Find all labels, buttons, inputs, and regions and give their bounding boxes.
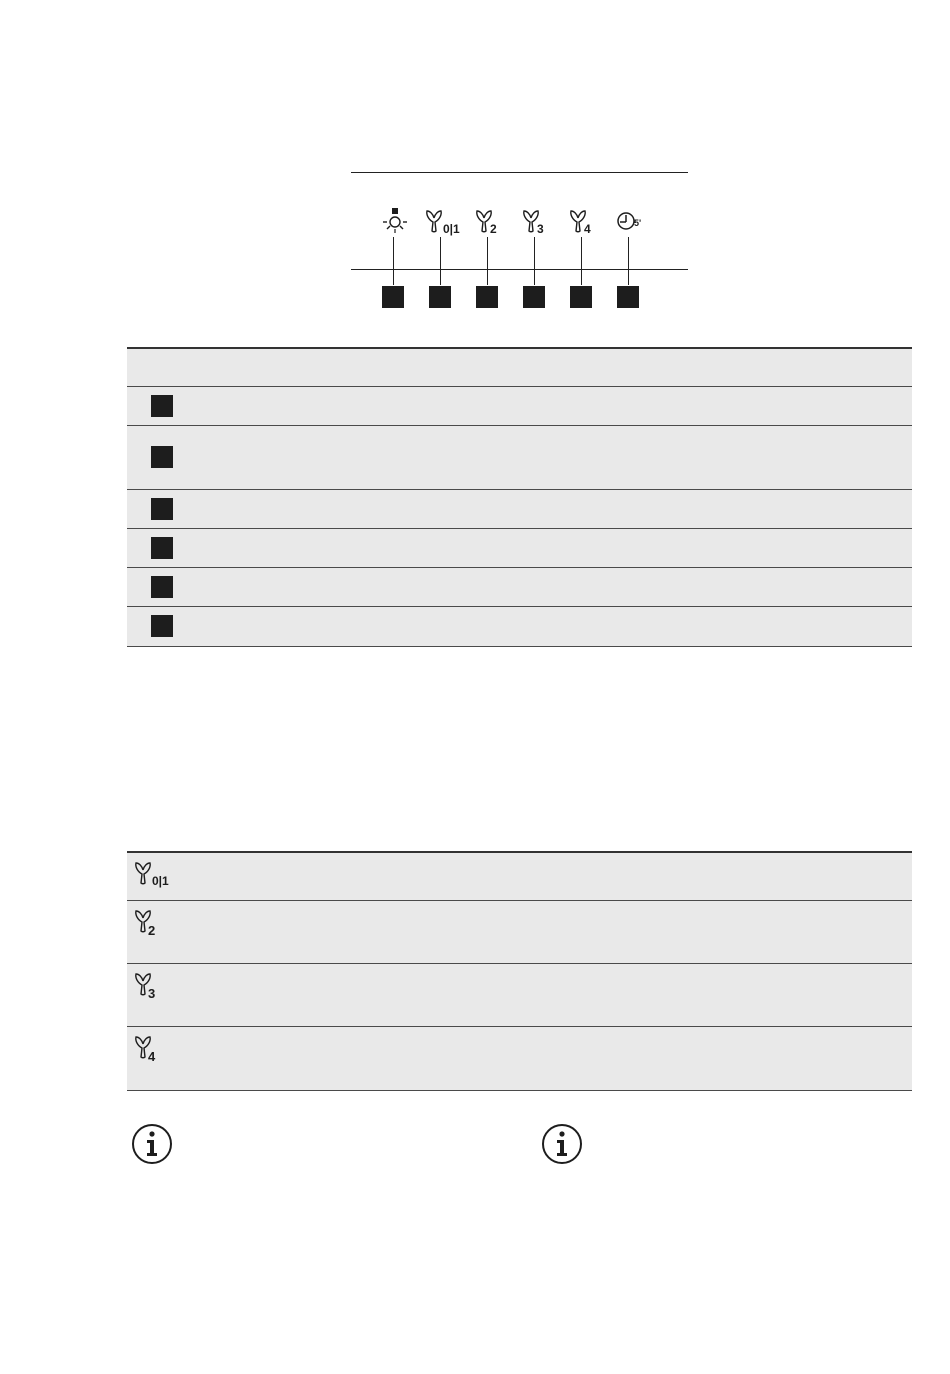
fan-speed-0-1-icon xyxy=(424,209,464,237)
table-row xyxy=(127,529,912,568)
fan-speed-4-icon xyxy=(568,209,602,237)
table-header-row xyxy=(127,347,912,387)
table-row xyxy=(127,426,912,490)
fan-speed-2-icon xyxy=(133,909,173,937)
table-row xyxy=(127,1027,912,1091)
fan-speed-table xyxy=(127,851,912,1091)
fan-speed-label: 0|1 xyxy=(152,874,169,888)
callout-marker xyxy=(151,537,173,559)
fan-speed-label: 2 xyxy=(148,923,156,938)
info-icon xyxy=(541,1123,583,1165)
callout-marker xyxy=(151,498,173,520)
callout-marker xyxy=(617,286,639,308)
fan-speed-3-icon xyxy=(521,209,555,237)
callout-marker xyxy=(570,286,592,308)
pin-4 xyxy=(534,237,535,285)
pin-2 xyxy=(440,237,441,285)
callout-marker xyxy=(429,286,451,308)
pin-3 xyxy=(487,237,488,285)
panel-top-line xyxy=(351,172,688,173)
callout-marker xyxy=(151,395,173,417)
callout-marker xyxy=(476,286,498,308)
pin-5 xyxy=(581,237,582,285)
callout-marker xyxy=(151,446,173,468)
table-row xyxy=(127,851,912,901)
light-icon xyxy=(378,207,412,235)
fan-speed-2-icon xyxy=(474,209,508,237)
fan-speed-label: 4 xyxy=(148,1049,156,1064)
callout-marker xyxy=(382,286,404,308)
callout-marker xyxy=(151,576,173,598)
info-icon xyxy=(131,1123,173,1165)
fan-speed-label: 2 xyxy=(490,222,497,236)
fan-speed-label: 3 xyxy=(537,222,544,236)
table-row xyxy=(127,568,912,607)
callout-marker xyxy=(151,615,173,637)
panel-bottom-line xyxy=(351,269,688,270)
table-row xyxy=(127,490,912,529)
fan-speed-3-icon xyxy=(133,972,173,1000)
table-row xyxy=(127,607,912,647)
callout-marker xyxy=(523,286,545,308)
pin-1 xyxy=(393,237,394,285)
fan-speed-label: 0|1 xyxy=(443,222,460,236)
fan-speed-label: 3 xyxy=(148,986,156,1001)
fan-speed-0-1-icon xyxy=(133,861,173,889)
table-row xyxy=(127,387,912,426)
table-row xyxy=(127,964,912,1027)
table-row xyxy=(127,901,912,964)
timer-5-min-icon xyxy=(614,209,648,237)
fan-speed-label: 4 xyxy=(584,222,591,236)
fan-speed-4-icon xyxy=(133,1035,173,1063)
control-table xyxy=(127,347,912,647)
pin-6 xyxy=(628,237,629,285)
timer-label: 5' xyxy=(634,218,642,228)
